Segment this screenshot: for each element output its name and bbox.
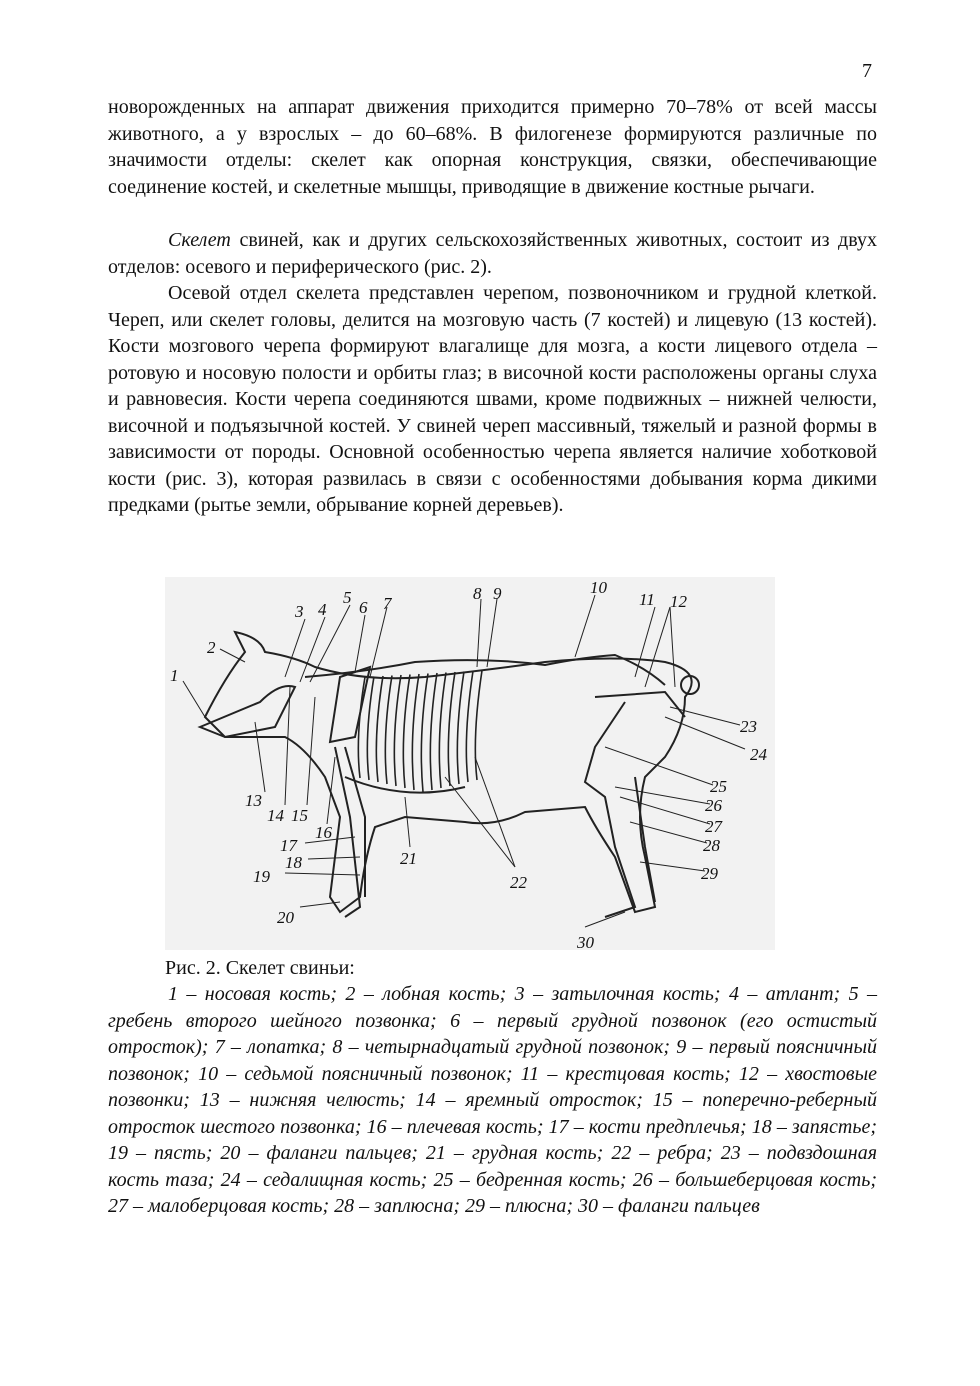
label-22: 22 (510, 873, 527, 892)
label-26: 26 (705, 796, 722, 815)
rib (475, 671, 482, 781)
label-30: 30 (577, 933, 594, 950)
label-16: 16 (315, 823, 332, 842)
label-29: 29 (701, 864, 718, 883)
rib (367, 677, 374, 781)
label-2: 2 (207, 638, 216, 657)
label-11: 11 (639, 590, 655, 609)
term-skeleton: Скелет (168, 229, 231, 251)
label-18: 18 (285, 853, 302, 872)
paragraph-1: новорожденных на аппарат движения приходится примерно 70–78% от всей массы животного, а у взрослых – до 60–68%. В филогенезе формируются различные по значимости отделы: скелет как опорная конструкция, связки, обеспечивающие соединение костей, и скелетные мышцы, приводящие в движение костные рычаги. (108, 96, 877, 198)
label-14: 14 (267, 806, 284, 825)
label-19: 19 (253, 867, 270, 886)
label-17: 17 (280, 836, 297, 855)
rib (376, 676, 383, 782)
label-23: 23 (740, 717, 757, 736)
label-28: 28 (703, 836, 720, 855)
rib (448, 672, 455, 786)
label-21: 21 (400, 849, 417, 868)
figure-labels (170, 578, 768, 950)
rib (430, 673, 437, 790)
rib (412, 674, 419, 790)
hindleg (585, 702, 655, 917)
paragraph-2-text: свиней, как и других сельскохозяйственных животных, состоит из двух отделов: осевого и периферического (рис. 2). (108, 229, 877, 278)
rib (439, 673, 446, 789)
label-6: 6 (359, 598, 368, 617)
paragraph-3: Осевой отдел скелета представлен черепом, позвоночником и грудной клеткой. Череп, или скелет головы, делится на мозговую часть (7 костей) и лицевую (13 костей). Кости мозгового черепа формируют влагалище для мозга, а кости лицевого отдела – ротовую и носовую полости и орбиты глаз; в височной кости расположены органы слуха и равновесия. Кости черепа соединяются швами, кроме подвижных – нижней челюсти, височной и подъязычной костей. У свиней череп массивный, тяжелый и разной формы в зависимости от породы. Основной особенностью черепа является наличие хоботковой кости (рис. 3), которая развилась в связи с особенностями добывания корма дикими предками (рытье земли, обрывание корней деревьев). (108, 282, 877, 516)
pig-skeleton-drawing (165, 577, 775, 950)
skull (200, 686, 295, 737)
label-10: 10 (590, 578, 607, 597)
figure-caption: Рис. 2. Скелет свиньи: (165, 957, 355, 979)
label-4: 4 (318, 600, 327, 619)
paragraph-2 (108, 227, 877, 280)
rib (385, 676, 392, 785)
ribs (358, 671, 482, 793)
label-20: 20 (277, 908, 294, 927)
rib (457, 672, 464, 785)
rib (421, 674, 428, 793)
rib (403, 675, 410, 789)
label-15: 15 (291, 806, 308, 825)
rib (394, 675, 401, 786)
label-13: 13 (245, 791, 262, 810)
label-7: 7 (383, 594, 392, 613)
pig-skeleton-figure (165, 577, 775, 950)
page-number: 7 (862, 60, 872, 82)
label-25: 25 (710, 777, 727, 796)
label-8: 8 (473, 584, 482, 603)
label-12: 12 (670, 592, 687, 611)
label-1: 1 (170, 666, 179, 685)
label-5: 5 (343, 588, 352, 607)
rib (466, 671, 473, 782)
label-9: 9 (493, 584, 502, 603)
figure-legend: 1 – носовая кость; 2 – лобная кость; 3 – затылочная кость; 4 – атлант; 5 – гребень второго шейного позвонка; 6 – первый грудной позвонок (его остистый отросток); 7 – лопатка; 8 – четырнадцатый грудной позвонок; 9 – первый поясничный позвонок; 10 – седьмой поясничный позвонок; 11 – крестцовая кость; 12 – хвостовые позвонки; 13 – нижняя челюсть; 14 – яремный отросток; 15 – поперечно-реберный отросток шестого позвонка; 16 – плечевая кость; 17 – кости предплечья; 18 – запястье; 19 – пясть; 20 – фаланги пальцев; 21 – грудная кость; 22 – ребра; 23 – подвздошная кость таза; 24 – седалищная кость; 25 – бедренная кость; 26 – большеберцовая кость; 27 – малоберцовая кость; 28 – заплюсна; 29 – плюсна; 30 – фаланги пальцев (108, 983, 877, 1217)
label-24: 24 (750, 745, 767, 764)
label-27: 27 (705, 817, 722, 836)
pelvis (595, 692, 685, 717)
label-3: 3 (295, 602, 304, 621)
